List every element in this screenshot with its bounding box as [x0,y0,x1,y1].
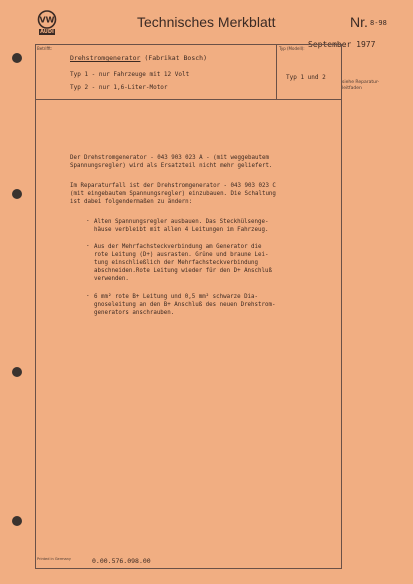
issue-date: September 1977 [308,40,376,49]
bullet-item-1: Alten Spannungsregler ausbauen. Das Steckhülsenge- häuse verbleibt mit allen 4 Leitungen im Fahrzeug. [94,219,269,233]
type-label: Typ (Modell): [279,46,305,51]
type-line-1: Typ 1 - nur Fahrzeuge mit 12 Volt [70,71,190,78]
punch-hole [12,53,22,63]
column-divider [276,44,277,100]
bullet-mark: - [86,243,90,249]
page-title: Technisches Merkblatt [137,14,276,30]
bullet-mark: - [86,293,90,299]
subject-title-rest: (Fabrikat Bosch) [140,54,207,62]
number-value: 8-98 [370,19,387,27]
part-number: 0.00.576.098.00 [92,557,151,565]
type-line-2: Typ 2 - nur 1,6-Liter-Motor [70,84,168,91]
subject-label: Betrifft: [37,46,53,51]
paragraph-1: Der Drehstromgenerator - 043 903 023 A - (mit weggebautem Spannungsregler) wird als Ersatzteil nicht mehr geliefert. [70,155,273,169]
header-divider [35,99,342,100]
subject-title-main: Drehstromgenerator [70,54,141,62]
punch-hole [12,516,22,526]
side-note: siehe Reparatur- leitfaden [342,80,380,91]
printed-in-note: Printed in Germany [37,557,71,561]
paragraph-2: Im Reparaturfall ist der Drehstromgenerator - 043 903 023 C (mit eingebautem Spannungsregler) einzubauen. Die Schaltung ist dabei folgendermaßen zu ändern: [70,183,276,205]
punch-hole [12,189,22,199]
punch-hole [12,367,22,377]
bullet-mark: - [86,218,90,224]
type-value: Typ 1 und 2 [286,74,326,81]
logo-word: AUDI [40,29,54,35]
vw-logo [37,10,57,36]
bullet-item-2: Aus der Mehrfachsteckverbindung am Generator die rote Leitung (D+) ausrasten. Grüne und braune Lei- tung einschließlich der Mehrfachsteckverbindung abschneiden.Rote Leitung wieder für den D+ Anschluß verwenden. [94,244,272,282]
vw-logo-text: VW [39,15,55,25]
bullet-item-3: 6 mm² rote B+ Leitung und 0,5 mm² schwarze Dia- gnoseleitung an den B+ Anschluß des neuen Drehstrom- generators anschrauben. [94,294,276,316]
subject-title [70,54,207,62]
number-label: Nr. [350,14,368,30]
